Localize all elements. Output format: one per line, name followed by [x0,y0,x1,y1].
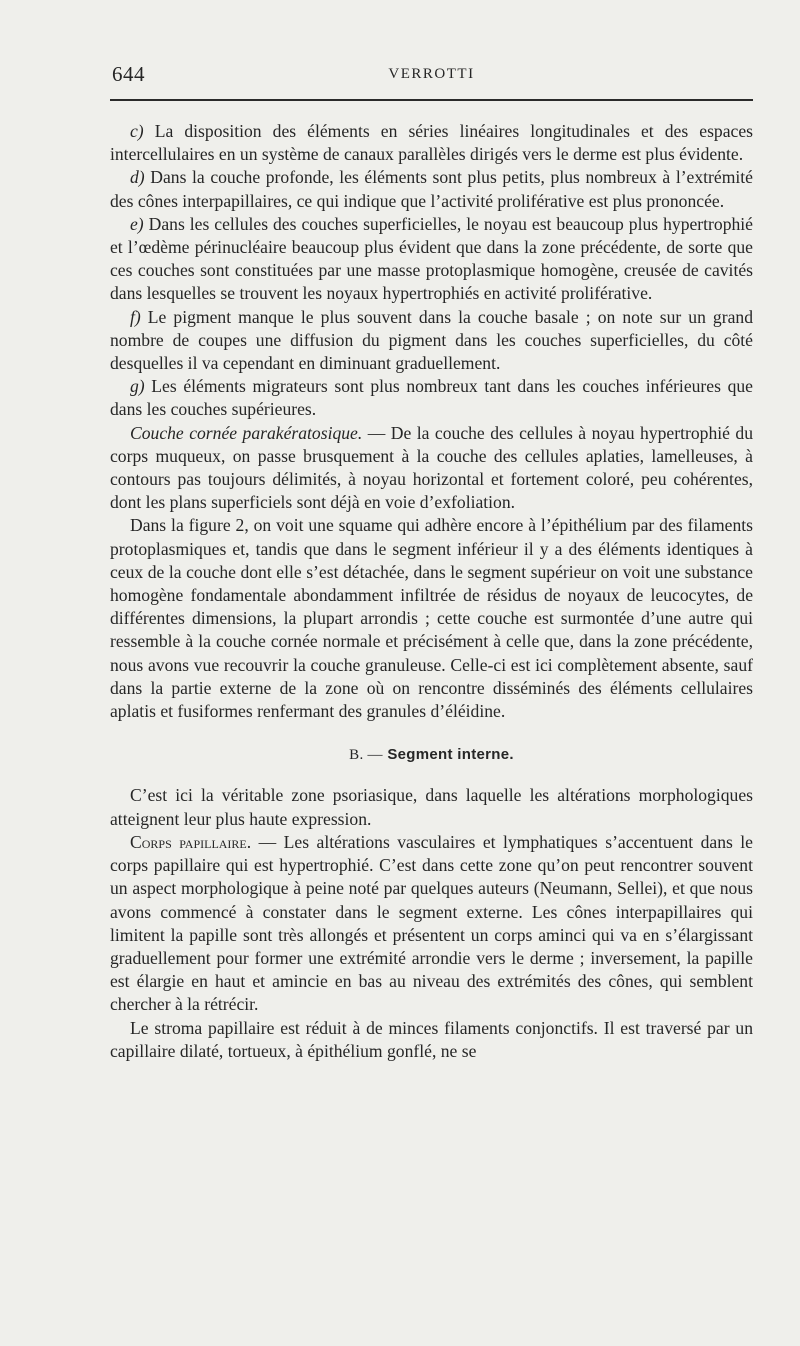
paragraph-text: Le pigment manque le plus souvent dans la couche basale ; on note sur un grand nombre de coupes une diffusion du pigment dans les couches superficielles, du côté desquelles il va cependant en diminuant graduellement. [110,306,753,374]
paragraph-lead: d) [130,167,145,188]
section-title: Segment interne. [387,746,514,764]
paragraph-g [110,375,753,421]
paragraph-lead: Couche cornée parakératosique. [130,422,363,443]
paragraph-text: Le stroma papillaire est réduit à de minces filaments conjonctifs. Il est traversé par un capillaire dilaté, tortueux, à épithélium gonflé, ne se [110,1017,753,1061]
header-rule [110,99,753,101]
paragraph-text: C’est ici la véritable zone psoriasique, dans laquelle les altérations morphologiques atteignent leur plus haute expression. [110,785,753,829]
paragraph-lead: Corps papillaire. [130,831,252,852]
paragraph-figure-2 [110,514,753,723]
paragraph-lead: e) [130,213,144,234]
paragraph-text: — De la couche des cellules à noyau hypertrophié du corps muqueux, on passe brusquement à la couche des cellules aplaties, lamelleuses, à contours pas toujours délimités, à noyau horizontal et fortement coloré, peu cohérentes, dont les plans superficiels sont déjà en voie d’exfoliation. [110,422,753,513]
paragraph-c [110,120,753,166]
section-heading [110,743,753,767]
page-header [110,62,753,90]
paragraph-corps-papillaire [110,831,753,1017]
paragraph-text: Les éléments migrateurs sont plus nombreux tant dans les couches inférieures que dans les couches supérieures. [110,376,753,420]
page-body [110,120,753,1063]
paragraph-text: Dans la couche profonde, les éléments sont plus petits, plus nombreux à l’extrémité des cônes interpapillaires, ce qui indique que l’activité proliférative est plus prononcée. [110,167,753,211]
paragraph-d [110,166,753,212]
paragraph-lead: c) [130,121,144,141]
paragraph-stroma [110,1017,753,1063]
paragraph-text: La disposition des éléments en séries linéaires longitudinales et des espaces intercellulaires en un système de canaux parallèles dirigés vers le derme est plus évidente. [110,121,753,165]
paragraph-f [110,306,753,376]
paragraph-text: Dans les cellules des couches superficielles, le noyau est beaucoup plus hypertrophié et l’œdème périnucléaire beaucoup plus évident que dans la zone précédente, de sorte que ces couches sont constituées par une masse protoplasmique homogène, creusée de cavités dans lesquelles se trouvent les noyaux hypertrophiés en activité proliférative. [110,213,753,304]
paragraph-e [110,213,753,306]
paragraph-couche-cornee [110,422,753,515]
section-letter: B. — [349,747,383,764]
page-number: 644 [112,62,145,86]
paragraph-text: Dans la figure 2, on voit une squame qui adhère encore à l’épithélium par des filaments protoplasmiques et, tandis que dans le segment inférieur il y a des éléments identiques à ceux de la couche dont elle s’est détachée, dans le segment supérieur on voit une substance homogène fondamentale abondamment infiltrée de résidus de noyaux de leucocytes, de différentes dimensions, la plupart arrondis ; cette couche est surmontée d’une autre qui ressemble à la couche cornée normale et précisément à celle que, dans la zone précédente, nous avons vue recouvrir la couche granuleuse. Celle-ci est ici complètement absente, sauf dans la partie externe de la zone où on rencontre disséminés des éléments cellulaires aplatis et fusiformes renfermant des granules d’éléidine. [110,515,753,722]
paragraph-lead: g) [130,376,145,397]
running-title: VERROTTI [388,66,475,82]
paragraph-text: — Les altérations vasculaires et lymphatiques s’accentuent dans le corps papillaire qui est hypertrophié. C’est dans cette zone qu’on peut rencontrer souvent un aspect morphologique à peine noté par quelques auteurs (Neumann, Sellei), et que nous avons commencé à constater dans le segment externe. Les cônes interpapillaires qui limitent la papille sont très allongés et présentent un corps aminci qui va en s’élargissant graduellement pour former une extrémité arrondie vers le derme ; inversement, la papille est élargie en haut et amincie en bas au niveau des extrémités des cônes, qui semblent chercher à la rétrécir. [110,831,753,1015]
paragraph-lead: f) [130,306,141,327]
paragraph-zone-psoriasique [110,784,753,830]
